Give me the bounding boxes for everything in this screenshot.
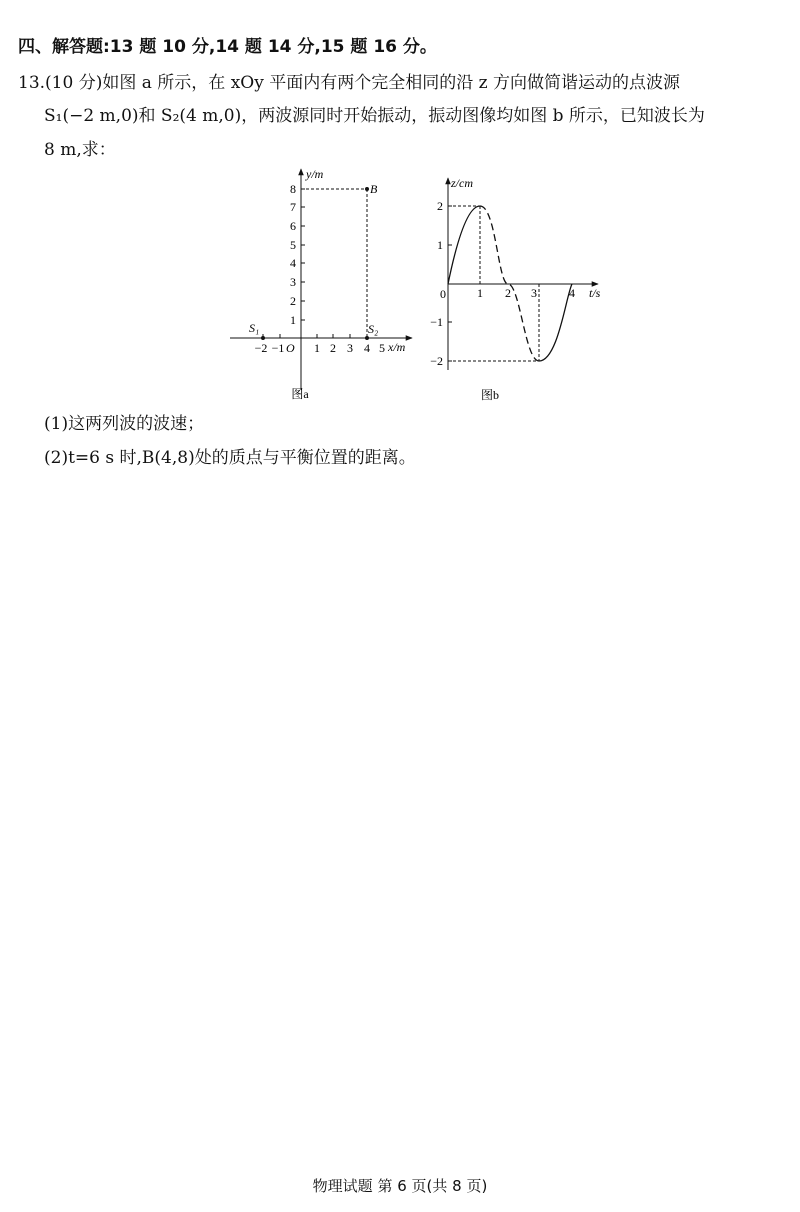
fig-b-xtick-1: 1 <box>477 286 483 300</box>
fig-b-ytick-1: 1 <box>437 238 443 252</box>
fig-a-ytick-2: 2 <box>290 294 296 308</box>
fig-a-xtick-m1: −1 <box>271 341 285 355</box>
question-text-1: 如图 a 所示，在 xOy 平面内有两个完全相同的沿 z 方向做简谐运动的点波源 <box>102 73 681 93</box>
fig-a-label-S2: S₂ <box>368 322 379 336</box>
fig-b-ytick-m2: −2 <box>430 354 443 368</box>
fig-a-ytick-5: 5 <box>290 238 296 252</box>
fig-b-x-ticks <box>477 286 575 300</box>
fig-b-y-label: z/cm <box>451 176 473 190</box>
fig-a-label-B: B <box>370 182 378 196</box>
fig-b-x-label: t/s <box>589 286 601 300</box>
section-title: 四、解答题:13 题 10 分,14 题 14 分,15 题 16 分。 <box>18 37 437 57</box>
question-line-1 <box>18 72 680 94</box>
fig-a-xtick-3: 3 <box>347 341 353 355</box>
question-line-2: S₁(−2 m,0)和 S₂(4 m,0)，两波源同时开始振动，振动图像均如图 b 所示，已知波长为 <box>44 106 705 126</box>
fig-a-origin: O <box>286 341 295 355</box>
fig-a-xtick-4: 4 <box>364 341 370 355</box>
fig-a-xtick-1: 1 <box>314 341 320 355</box>
fig-a-point-B <box>365 187 369 191</box>
fig-b-curve-solid-1 <box>448 206 480 284</box>
sub-question-1: (1)这两列波的波速； <box>44 414 205 434</box>
page-footer: 物理试题 第 6 页(共 8 页) <box>312 1177 488 1195</box>
fig-b-curve-solid-2 <box>539 284 572 361</box>
fig-a-y-ticks <box>290 182 305 327</box>
sub-question-2: (2)t=6 s 时,B(4,8)处的质点与平衡位置的距离。 <box>44 448 416 468</box>
fig-a-xtick-m2: −2 <box>254 341 268 355</box>
fig-a-ytick-3: 3 <box>290 275 296 289</box>
fig-b-caption: 图b <box>480 388 500 402</box>
fig-b-ytick-2: 2 <box>437 199 443 213</box>
fig-b-ytick-m1: −1 <box>430 315 443 329</box>
fig-a-ytick-8: 8 <box>290 182 296 196</box>
question-number: 13. <box>18 73 46 93</box>
fig-a-ytick-7: 7 <box>290 200 296 214</box>
fig-b-ytick-0: 0 <box>440 287 446 301</box>
fig-a-ytick-6: 6 <box>290 219 296 233</box>
fig-a-point-S1 <box>261 336 265 340</box>
figure-a <box>222 165 422 405</box>
fig-a-xtick-2: 2 <box>330 341 336 355</box>
fig-a-label-S1: S₁ <box>249 321 260 335</box>
fig-a-y-label: y/m <box>306 167 324 181</box>
fig-b-xtick-3: 3 <box>531 286 537 300</box>
fig-b-xtick-2: 2 <box>505 286 511 300</box>
fig-a-caption: 图a <box>291 387 309 401</box>
question-points: (10 分) <box>45 73 103 93</box>
fig-a-x-label: x/m <box>388 340 406 354</box>
fig-a-ytick-1: 1 <box>290 313 296 327</box>
fig-a-point-S2 <box>365 336 369 340</box>
fig-a-ytick-4: 4 <box>290 256 296 270</box>
fig-b-xtick-4: 4 <box>569 286 575 300</box>
fig-a-xtick-5: 5 <box>379 341 385 355</box>
question-line-3: 8 m,求： <box>44 140 116 160</box>
figure-b <box>420 170 615 405</box>
